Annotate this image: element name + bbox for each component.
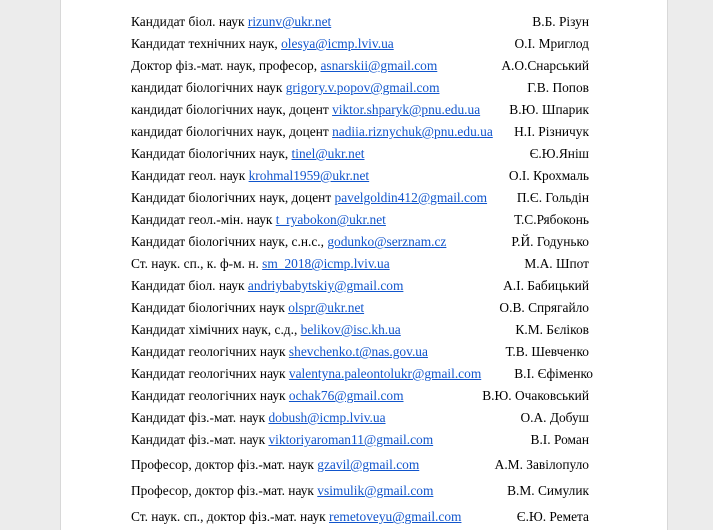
- email-link[interactable]: tinel@ukr.net: [291, 146, 365, 161]
- person-name: А.І. Бабицький: [503, 278, 589, 293]
- email-link[interactable]: grigory.v.popov@gmail.com: [285, 80, 440, 95]
- email-link[interactable]: sm_2018@icmp.lviv.ua: [262, 256, 390, 271]
- email-link[interactable]: krohmal1959@ukr.net: [248, 168, 370, 183]
- email-link[interactable]: remetoveyu@gmail.com: [329, 509, 462, 524]
- degree-text: Кандидат біологічних наук, доцент: [131, 190, 335, 205]
- email-link[interactable]: viktoriyaroman11@gmail.com: [268, 432, 434, 447]
- list-item: [131, 78, 591, 98]
- email-link[interactable]: nadiia.riznychuk@pnu.edu.ua: [332, 124, 493, 139]
- list-item: [131, 430, 591, 450]
- email-link[interactable]: valentyna.paleontolukr@gmail.com: [288, 366, 482, 381]
- list-item: [131, 481, 591, 501]
- person-name: П.Є. Гольдін: [516, 190, 589, 205]
- degree-text: Ст. наук. сп., к. ф-м. н.: [131, 256, 263, 271]
- list-item: [131, 188, 591, 208]
- person-name: В.Ю. Очаковський: [482, 388, 589, 403]
- person-name: К.М. Бєліков: [515, 322, 589, 337]
- degree-text: Кандидат біологічних наук: [131, 300, 289, 315]
- email-link[interactable]: ochak76@gmail.com: [288, 388, 404, 403]
- email-link[interactable]: dobush@icmp.lviv.ua: [268, 410, 386, 425]
- degree-text: Кандидат геологічних наук: [131, 388, 289, 403]
- degree-text: кандидат біологічних наук, доцент: [131, 102, 333, 117]
- list-item: [131, 232, 591, 252]
- email-link[interactable]: t_ryabokon@ukr.net: [275, 212, 386, 227]
- person-name: В.І. Роман: [530, 432, 589, 447]
- email-link[interactable]: shevchenko.t@nas.gov.ua: [288, 344, 428, 359]
- degree-text: кандидат біологічних наук: [131, 80, 286, 95]
- email-link[interactable]: godunko@serznam.cz: [327, 234, 447, 249]
- degree-text: Кандидат технічних наук,: [131, 36, 282, 51]
- person-name: Р.Й. Годунько: [511, 234, 589, 249]
- degree-text: Доктор фіз.-мат. наук, професор,: [131, 58, 321, 73]
- email-link[interactable]: olspr@ukr.net: [288, 300, 365, 315]
- degree-text: Кандидат геологічних наук: [131, 344, 289, 359]
- list-item: [131, 507, 591, 527]
- degree-text: Кандидат біол. наук: [131, 14, 248, 29]
- degree-text: Кандидат біол. наук: [131, 278, 248, 293]
- degree-text: Кандидат хімічних наук, с.д.,: [131, 322, 301, 337]
- degree-text: Кандидат геол.-мін. наук: [131, 212, 276, 227]
- degree-text: Кандидат фіз.-мат. наук: [131, 432, 269, 447]
- list-item: [131, 364, 591, 384]
- email-link[interactable]: asnarskii@gmail.com: [320, 58, 438, 73]
- degree-text: Кандидат геологічних наук: [131, 366, 289, 381]
- person-name: В.І. Єфіменко: [514, 366, 593, 381]
- person-name: В.М. Симулик: [507, 483, 589, 498]
- degree-text: Кандидат геол. наук: [131, 168, 249, 183]
- list-item: [131, 320, 591, 340]
- list-item: [131, 342, 591, 362]
- person-name: О.А. Добуш: [520, 410, 589, 425]
- person-name: Є.Ю. Ремета: [516, 509, 589, 524]
- person-name: О.І. Крохмаль: [508, 168, 589, 183]
- list-item: [131, 254, 591, 274]
- person-name: Т.В. Шевченко: [505, 344, 589, 359]
- email-link[interactable]: olesya@icmp.lviv.ua: [281, 36, 394, 51]
- list-item: [131, 408, 591, 428]
- person-name: Є.Ю.Яніш: [529, 146, 589, 161]
- person-name: О.І. Мриглод: [514, 36, 589, 51]
- degree-text: Професор, доктор фіз.-мат. наук: [131, 483, 318, 498]
- person-name: А.М. Завілопуло: [494, 457, 589, 472]
- list-item: [131, 34, 591, 54]
- degree-text: Ст. наук. сп., доктор фіз.-мат. наук: [131, 509, 330, 524]
- list-item: [131, 386, 591, 406]
- person-name: Н.І. Різничук: [514, 124, 589, 139]
- list-item: [131, 298, 591, 318]
- list-item: [131, 100, 591, 120]
- person-name: М.А. Шпот: [524, 256, 589, 271]
- list-item: [131, 455, 591, 475]
- degree-text: Кандидат біологічних наук, с.н.с.,: [131, 234, 328, 249]
- person-name: В.Б. Різун: [532, 14, 589, 29]
- list-item: [131, 56, 591, 76]
- person-name: А.О.Снарський: [501, 58, 589, 73]
- email-link[interactable]: vsimulik@gmail.com: [317, 483, 434, 498]
- list-item: [131, 210, 591, 230]
- email-link[interactable]: belikov@isc.kh.ua: [300, 322, 401, 337]
- email-link[interactable]: andriybabytskiy@gmail.com: [247, 278, 404, 293]
- degree-text: кандидат біологічних наук, доцент: [131, 124, 333, 139]
- email-link[interactable]: viktor.shparyk@pnu.edu.ua: [332, 102, 481, 117]
- list-item: [131, 144, 591, 164]
- person-name: В.Ю. Шпарик: [509, 102, 589, 117]
- degree-text: Кандидат фіз.-мат. наук: [131, 410, 269, 425]
- list-item: [131, 166, 591, 186]
- email-link[interactable]: pavelgoldin412@gmail.com: [334, 190, 488, 205]
- list-item: [131, 276, 591, 296]
- degree-text: Професор, доктор фіз.-мат. наук: [131, 457, 318, 472]
- degree-text: Кандидат біологічних наук,: [131, 146, 292, 161]
- list-item: [131, 122, 591, 142]
- email-link[interactable]: gzavil@gmail.com: [317, 457, 420, 472]
- person-name: Г.В. Попов: [527, 80, 589, 95]
- person-name: О.В. Спрягайло: [499, 300, 589, 315]
- person-name: Т.С.Рябоконь: [514, 212, 589, 227]
- email-link[interactable]: rizunv@ukr.net: [247, 14, 332, 29]
- list-item: [131, 12, 591, 32]
